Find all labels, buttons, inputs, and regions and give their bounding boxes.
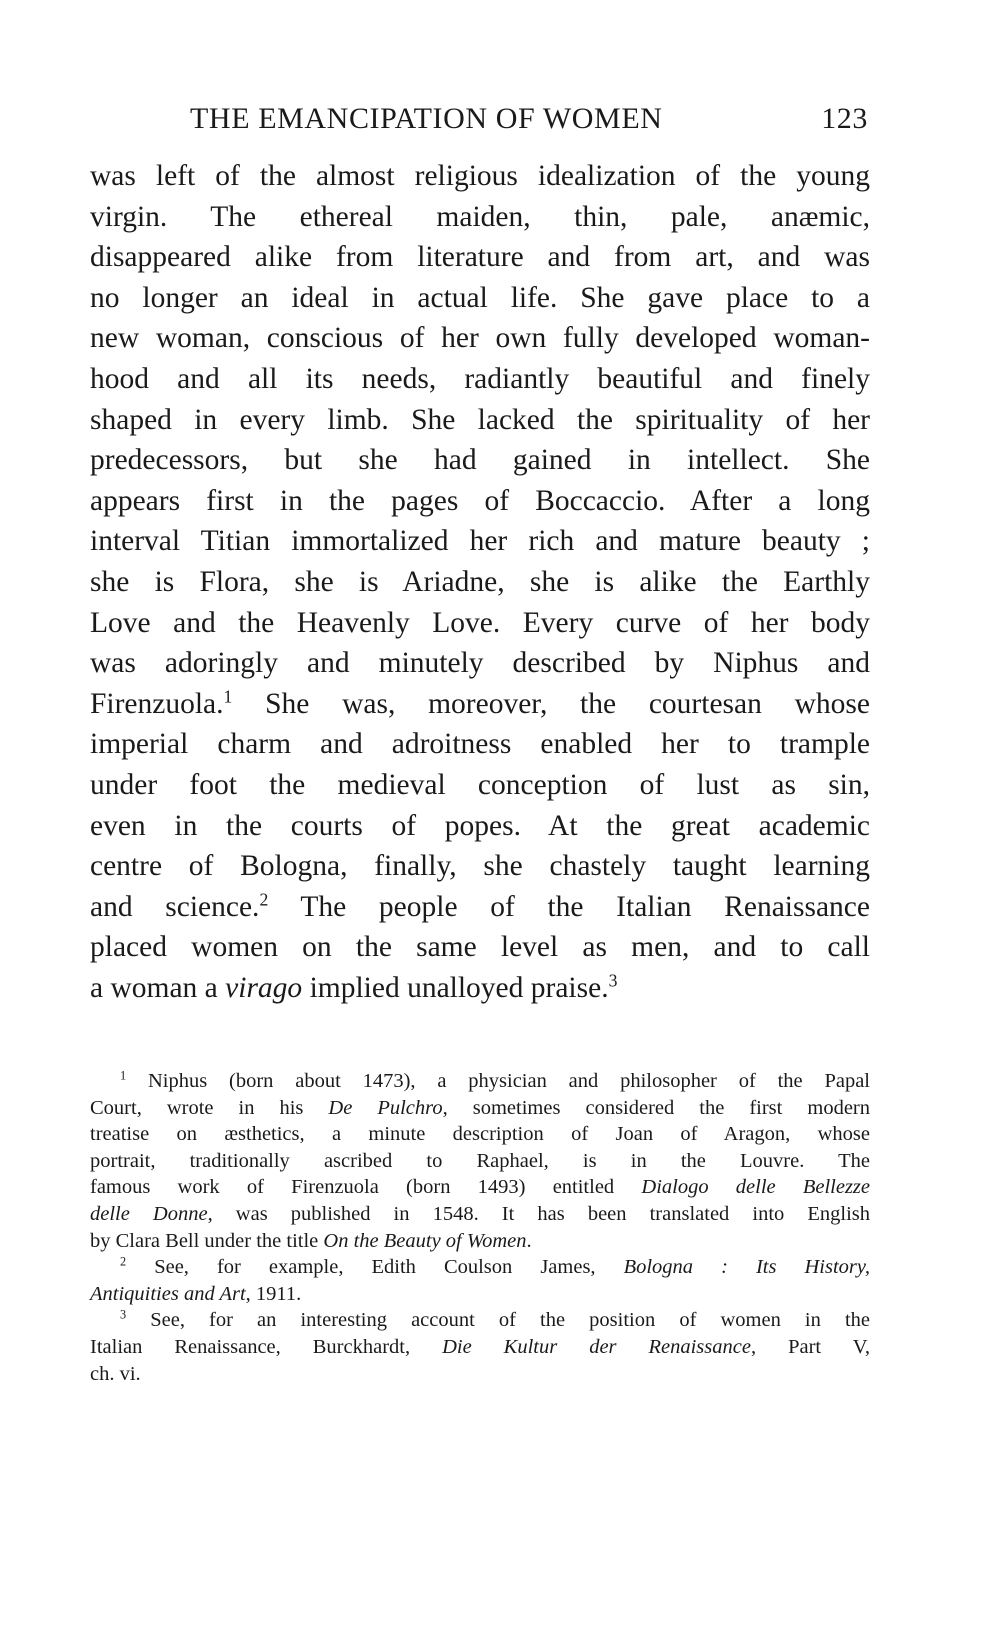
text-fragment: , sometimes considered the first modern — [442, 1096, 870, 1119]
text-line: virgin. The ethereal maiden, thin, pale, anæmic, — [90, 200, 870, 233]
text-fragment: She was, moreover, the courtesan whose — [232, 687, 870, 720]
footnote-1-line — [90, 1201, 870, 1228]
text-fragment: implied unalloyed praise. — [302, 971, 609, 1004]
text-line: appears first in the pages of Boccaccio. After a long — [90, 484, 870, 517]
footnote-marker-1: 1 — [120, 1068, 127, 1083]
text-fragment: See, for example, Edith Coulson James, — [126, 1256, 624, 1279]
text-line: no longer an ideal in actual life. She gave place to a — [90, 281, 870, 314]
text-fragment: famous work of Firenzuola (born 1493) entitled — [90, 1176, 642, 1199]
italic-title: Bologna : Its History, — [623, 1256, 870, 1279]
footnote-3-line — [90, 1334, 870, 1361]
footnotes — [90, 1068, 870, 1387]
text-fragment: , Part V, — [750, 1335, 870, 1358]
text-line: hood and all its needs, radiantly beautiful and finely — [90, 362, 870, 395]
footnote-1-line — [90, 1174, 870, 1201]
text-line: centre of Bologna, finally, she chastely taught learning — [90, 850, 870, 883]
italic-title: delle Donne — [90, 1202, 208, 1225]
text-line: disappeared alike from literature and from art, and was — [90, 241, 870, 274]
italic-term: virago — [225, 971, 303, 1004]
running-title: THE EMANCIPATION OF WOMEN — [190, 102, 663, 135]
text-fragment: , was published in 1548. It has been translated into English — [207, 1202, 870, 1225]
text-line: shaped in every limb. She lacked the spirituality of her — [90, 403, 870, 436]
footnote-ref-1[interactable]: 1 — [223, 686, 233, 707]
footnote-3-line — [90, 1307, 870, 1334]
footnote-1-line — [90, 1228, 870, 1255]
text-line: interval Titian immortalized her rich and mature beauty ; — [90, 525, 870, 558]
text-fragment: . — [526, 1229, 532, 1252]
footnote-1-line: treatise on æsthetics, a minute description of Joan of Aragon, whose — [90, 1123, 870, 1146]
footnote-marker-2: 2 — [120, 1254, 127, 1269]
text-line: placed women on the same level as men, and to call — [90, 931, 870, 964]
text-line: was left of the almost religious idealization of the young — [90, 160, 870, 192]
footnote-2-line — [90, 1254, 870, 1281]
text-fragment: Court, wrote in his — [90, 1096, 329, 1119]
footnote-1-line: portrait, traditionally ascribed to Raphael, is in the Louvre. The — [90, 1149, 870, 1172]
running-header — [190, 102, 868, 142]
footnote-3-line: ch. vi. — [90, 1362, 141, 1385]
text-fragment: The people of the Italian Renaissance — [268, 890, 870, 923]
text-fragment: a woman a — [90, 971, 226, 1004]
footnote-ref-2[interactable]: 2 — [259, 889, 269, 910]
text-fragment: See, for an interesting account of the position of women in the — [126, 1309, 870, 1332]
footnote-1-line — [90, 1068, 870, 1095]
italic-title: Dialogo delle Bellezze — [641, 1176, 871, 1199]
italic-title: Antiquities and Art — [90, 1282, 246, 1305]
text-line: was adoringly and minutely described by Niphus and — [90, 647, 870, 680]
text-line-footnote-ref-3 — [90, 968, 870, 1009]
italic-title: De Pulchro — [328, 1096, 443, 1119]
footnote-ref-3[interactable]: 3 — [608, 970, 618, 991]
italic-title: Die Kultur der Renaissance — [442, 1335, 751, 1358]
text-fragment: , 1911. — [245, 1282, 302, 1305]
text-fragment: Firenzuola. — [90, 687, 224, 720]
footnote-2-line — [90, 1281, 870, 1308]
text-line: she is Flora, she is Ariadne, she is alike the Earthly — [90, 565, 870, 598]
footnote-marker-3: 3 — [120, 1307, 127, 1322]
text-line: imperial charm and adroitness enabled her to trample — [90, 728, 870, 761]
text-line: new woman, conscious of her own fully developed woman- — [90, 322, 870, 355]
text-line: even in the courts of popes. At the great academic — [90, 809, 870, 842]
text-fragment: and science. — [90, 890, 260, 923]
footnote-1-line — [90, 1095, 870, 1122]
text-line: under foot the medieval conception of lust as sin, — [90, 768, 870, 801]
text-fragment: Italian Renaissance, Burckhardt, — [90, 1335, 443, 1358]
italic-title: On the Beauty of Women — [323, 1229, 527, 1252]
text-fragment: Niphus (born about 1473), a physician and philosopher of the Papal — [126, 1070, 870, 1092]
text-line: predecessors, but she had gained in intellect. She — [90, 444, 870, 477]
page-number: 123 — [821, 102, 868, 135]
body-text — [90, 156, 870, 1008]
text-line-footnote-ref-1 — [90, 684, 870, 725]
text-line: Love and the Heavenly Love. Every curve of her body — [90, 606, 870, 639]
text-fragment: by Clara Bell under the title — [90, 1229, 324, 1252]
text-line-footnote-ref-2 — [90, 887, 870, 928]
